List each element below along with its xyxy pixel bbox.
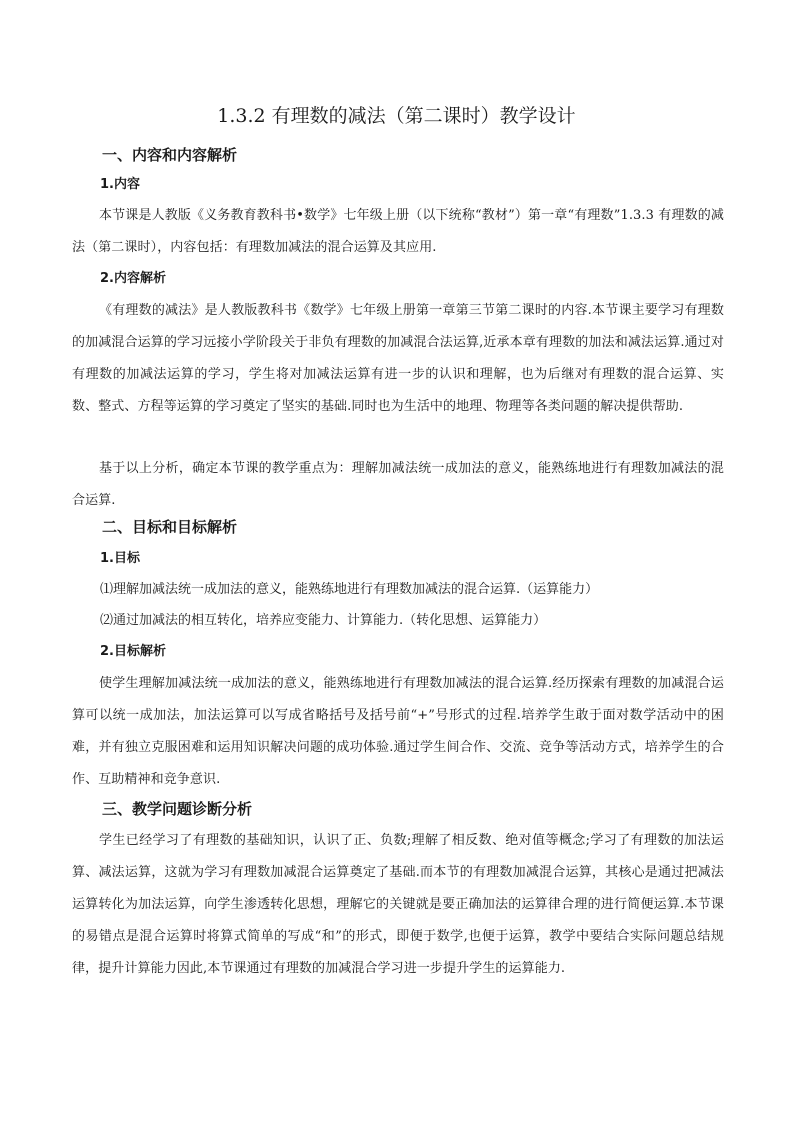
document-title: 1.3.2 有理数的减法（第二课时）教学设计	[217, 105, 576, 127]
goal-item-1: ⑴理解加减法统一成加法的意义，能熟练地进行有理数加减法的混合运算.（运算能力）	[100, 582, 599, 597]
paragraph-content-analysis: 《有理数的减法》是人教版教科书《数学》七年级上册第一章第三节第二课时的内容.本节课主要学习有理数的加减混合运算的学习远接小学阶段关于非负有理数的加减混合法运算,近承本章有理数的加法和减法运算.通过对有理数的加减法运算的学习，学生将对加减法运算有进一步的认识和理解，也为后继对有理数的混合运算、实数、整式、方程等运算的学习奠定了坚实的基础.同时也为生活中的地理、物理等各类问题的解决提供帮助.	[72, 303, 724, 414]
subheading-goals-analysis: 2.目标解析	[100, 644, 166, 659]
paragraph-content: 本节课是人教版《义务教育教科书•数学》七年级上册（以下统称“教材”）第一章“有理数”1.3.3 有理数的减法（第二课时），内容包括：有理数加减法的混合运算及其应用.	[72, 208, 724, 255]
goal-item-2: ⑵通过加减法的相互转化，培养应变能力、计算能力.（转化思想、运算能力）	[100, 613, 547, 628]
paragraph-diagnosis: 学生已经学习了有理数的基础知识，认识了正、负数;理解了相反数、绝对值等概念;学习了有理数的加法运算、减法运算，这就为学习有理数加减混合运算奠定了基础.而本节的有理数加减混合运算，其核心是通过把减法运算转化为加法运算，向学生渗透转化思想，理解它的关键就是要正确加法的运算律合理的进行简便运算.本节课的易错点是混合运算时将算式简单的写成“和”的形式，即便于数学,也便于运算，教学中要结合实际问题总结规律，提升计算能力因此,本节课通过有理数的加减混合学习进一步提升学生的运算能力.	[72, 833, 724, 976]
subheading-goals: 1.目标	[100, 551, 140, 566]
section-heading-diagnosis: 三、教学问题诊断分析	[102, 800, 253, 818]
paragraph-goals-analysis: 使学生理解加减法统一成加法的意义，能熟练地进行有理数加减法的混合运算.经历探索有理数的加减混合运算可以统一成加法，加法运算可以写成省略括号及括号前“+”号形式的过程.培养学生敢于面对数学活动中的困难，并有独立克服困难和运用知识解决问题的成功体验.通过学生间合作、交流、竞争等活动方式，培养学生的合作、互助精神和竞争意识.	[72, 676, 724, 787]
subheading-content: 1.内容	[100, 177, 140, 192]
subheading-content-analysis: 2.内容解析	[100, 271, 166, 286]
section-heading-content: 一、内容和内容解析	[102, 146, 238, 164]
paragraph-teaching-focus: 基于以上分析，确定本节课的教学重点为：理解加减法统一成加法的意义，能熟练地进行有理数加减法的混合运算.	[72, 461, 724, 508]
section-heading-goals: 二、目标和目标解析	[102, 518, 238, 536]
